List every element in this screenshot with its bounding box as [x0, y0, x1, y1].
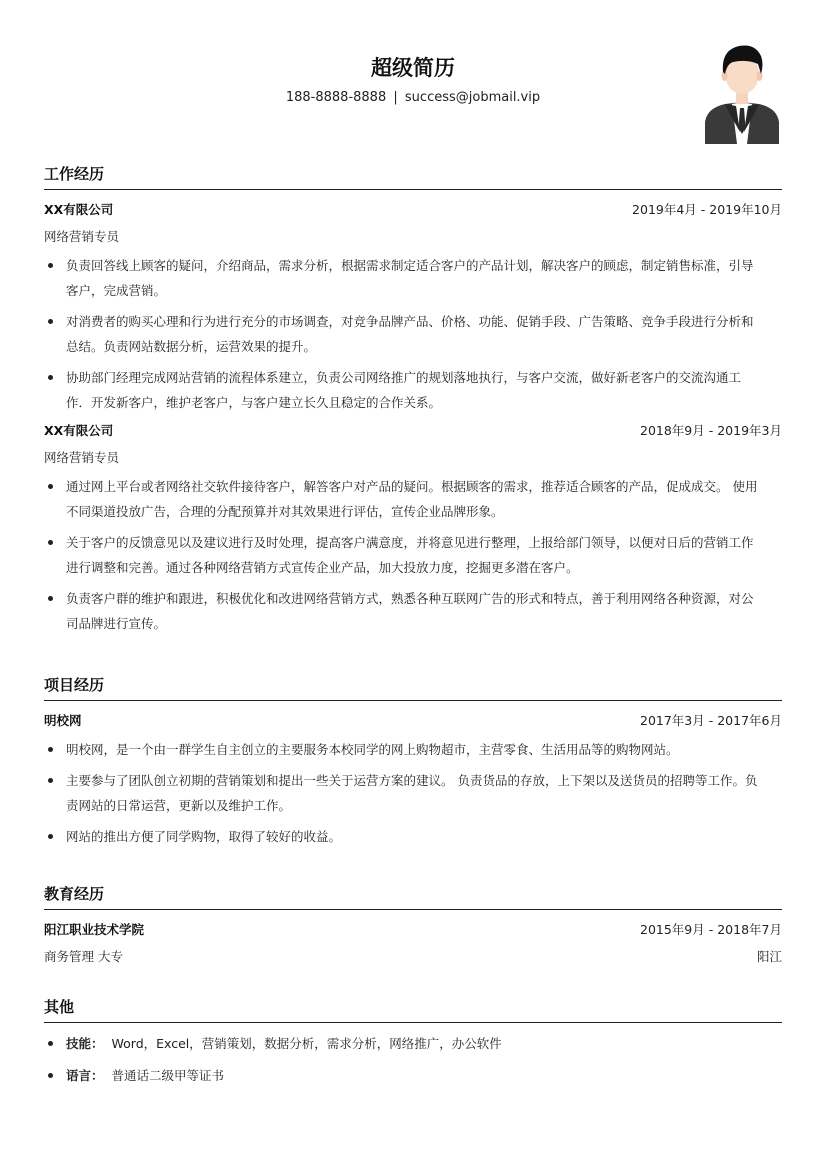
- job-header: [44, 421, 782, 439]
- project-header: [44, 711, 782, 729]
- bullet-line: 作．开发新客户，维护老客户，与客户建立长久且稳定的合作关系。: [66, 395, 442, 410]
- section-title: 其他: [44, 998, 75, 1016]
- contact-separator: |: [393, 90, 398, 105]
- bullet-line: 协助部门经理完成网站营销的流程体系建立，负责公司网络推广的规划落地执行，与客户交流，做好新老客户的交流沟通工: [66, 370, 742, 385]
- bullet-icon: [48, 375, 53, 380]
- bullet-icon: [48, 834, 53, 839]
- bullet-line: 通过网上平台或者网络社交软件接待客户，解答客户对产品的疑问。根据顾客的需求，推荐适合顾客的产品，促成成交。 使用: [66, 479, 758, 494]
- bullet-line: 总结。负责网站数据分析，运营效果的提升。: [66, 339, 317, 354]
- major: 商务管理 大专: [44, 949, 123, 964]
- list-item: [44, 1063, 782, 1088]
- bullet-line: 负责客户群的维护和跟进，积极优化和改进网络营销方式，熟悉各种互联网广告的形式和特点，善于利用网络各种资源，对公: [66, 591, 754, 606]
- bullet-icon: [48, 1073, 53, 1078]
- other-section: [44, 995, 782, 1088]
- project-bullets: [44, 737, 782, 849]
- language-value: 普通话二级甲等证书: [111, 1068, 225, 1083]
- job-role: 网络营销专员: [44, 229, 120, 244]
- other-bullets: [44, 1031, 782, 1088]
- job-bullets: [44, 474, 782, 636]
- bullet-icon: [48, 596, 53, 601]
- bullet-line: 责网站的日常运营，更新以及维护工作。: [66, 798, 292, 813]
- list-item: [44, 309, 782, 359]
- bullet-line: 不同渠道投放广告，合理的分配预算并对其效果进行评估，宣传企业品牌形象。: [66, 504, 504, 519]
- education-section: [44, 882, 782, 965]
- bullet-line: 主要参与了团队创立初期的营销策划和提出一些关于运营方案的建议。 负责货品的存放，上下架以及送货员的招聘等工作。负: [66, 773, 758, 788]
- job-date: 2019年4月 - 2019年10月: [632, 202, 782, 217]
- list-item: [44, 530, 782, 580]
- job-header: [44, 200, 782, 218]
- bullet-icon: [48, 319, 53, 324]
- list-item: [44, 586, 782, 636]
- job-role: 网络营销专员: [44, 450, 120, 465]
- list-item: [44, 474, 782, 524]
- skills-value: Word，Excel，营销策划，数据分析，需求分析，网络推广，办公软件: [111, 1036, 502, 1051]
- section-divider: [44, 909, 782, 910]
- project-name: 明校网: [44, 713, 82, 728]
- education-detail: [44, 947, 782, 965]
- bullet-line: 客户，完成营销。: [66, 283, 167, 298]
- section-divider: [44, 189, 782, 190]
- project-date: 2017年3月 - 2017年6月: [640, 713, 782, 728]
- education-header: [44, 920, 782, 938]
- section-title: 项目经历: [44, 676, 105, 694]
- job-date: 2018年9月 - 2019年3月: [640, 423, 782, 438]
- bullet-line: 对消费者的购买心理和行为进行充分的市场调查，对竞争品牌产品、价格、功能、促销手段、广告策略、竞争手段进行分析和: [66, 314, 754, 329]
- school-name: 阳江职业技术学院: [44, 922, 145, 937]
- company-name: XX有限公司: [44, 202, 114, 217]
- section-title: 教育经历: [44, 885, 105, 903]
- list-item: [44, 1031, 782, 1056]
- company-name: XX有限公司: [44, 423, 114, 438]
- list-item: [44, 365, 782, 415]
- avatar: [703, 42, 781, 144]
- location: 阳江: [756, 949, 782, 964]
- bullet-icon: [48, 1041, 53, 1046]
- list-item: [44, 737, 782, 762]
- project-experience-section: [44, 673, 782, 849]
- email-address: success@jobmail.vip: [404, 90, 541, 105]
- section-divider: [44, 1022, 782, 1023]
- phone-number: 188-8888-8888: [285, 90, 387, 105]
- bullet-line: 负责回答线上顾客的疑问，介绍商品，需求分析，根据需求制定适合客户的产品计划，解决客户的顾虑，制定销售标准，引导: [66, 258, 754, 273]
- bullet-line: 司品牌进行宣传。: [66, 616, 167, 631]
- bullet-line: 关于客户的反馈意见以及建议进行及时处理，提高客户满意度，并将意见进行整理，上报给部门领导，以便对日后的营销工作: [66, 535, 754, 550]
- section-divider: [44, 700, 782, 701]
- work-experience-section: [44, 162, 782, 636]
- resume-name: 超级简历: [371, 56, 455, 80]
- list-item: [44, 824, 782, 849]
- bullet-icon: [48, 484, 53, 489]
- job-bullets: [44, 253, 782, 415]
- bullet-icon: [48, 540, 53, 545]
- list-item: [44, 253, 782, 303]
- bullet-icon: [48, 747, 53, 752]
- bullet-icon: [48, 778, 53, 783]
- education-date: 2015年9月 - 2018年7月: [640, 922, 782, 937]
- bullet-line: 网站的推出方便了同学购物，取得了较好的收益。: [66, 829, 342, 844]
- list-item: [44, 768, 782, 818]
- language-label: 语言：: [66, 1068, 104, 1083]
- section-title: 工作经历: [44, 165, 105, 183]
- bullet-line: 进行调整和完善。通过各种网络营销方式宣传企业产品，加大投放力度，挖掘更多潜在客户。: [66, 560, 579, 575]
- bullet-line: 明校网，是一个由一群学生自主创立的主要服务本校同学的网上购物超市，主营零食、生活用品等的购物网站。: [66, 742, 679, 757]
- bullet-icon: [48, 263, 53, 268]
- skills-label: 技能：: [66, 1036, 104, 1051]
